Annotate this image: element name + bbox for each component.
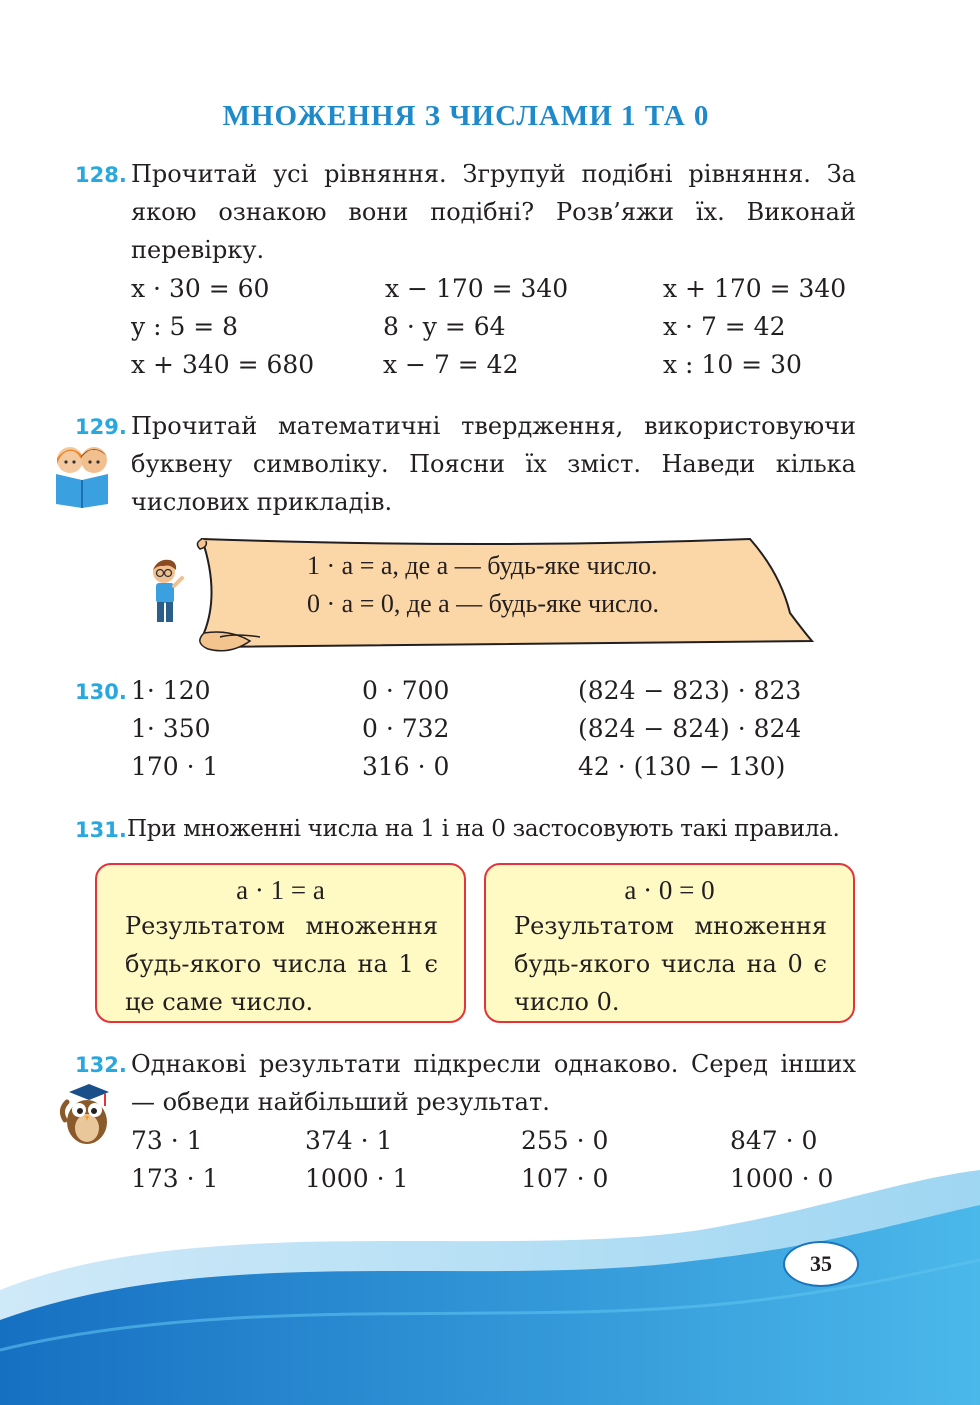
page-title: МНОЖЕННЯ З ЧИСЛАМИ 1 ТА 0 bbox=[222, 100, 710, 132]
equation: x · 7 = 42 bbox=[663, 312, 786, 341]
equation: x − 7 = 42 bbox=[383, 350, 519, 379]
equation: x · 30 = 60 bbox=[131, 274, 270, 303]
expression: 0 · 732 bbox=[362, 714, 450, 743]
kids-reading-icon bbox=[48, 440, 116, 508]
equation: 8 · y = 64 bbox=[383, 312, 506, 341]
rule-text: Результатом множення будь-якого числа на 1 є це саме число. bbox=[125, 912, 438, 1016]
expression: (824 − 823) · 823 bbox=[578, 676, 802, 705]
scroll-rule-1: 1 · a = a, де a — будь-яке число. bbox=[307, 551, 658, 580]
exercise-132-number: 132. bbox=[75, 1053, 127, 1077]
scroll-rule-2: 0 · a = 0, де a — будь-яке число. bbox=[307, 589, 660, 618]
expression: (824 − 824) · 824 bbox=[578, 714, 802, 743]
exercise-129-text: Прочитай математичні твердження, використовуючи буквену символіку. Поясни їх зміст. Наведи кілька числових прикладів. bbox=[131, 412, 856, 516]
expression: 1000 · 1 bbox=[305, 1164, 409, 1193]
rule-text: Результатом множення будь-якого числа на 0 є число 0. bbox=[514, 912, 827, 1016]
equation: x : 10 = 30 bbox=[663, 350, 802, 379]
expression: 170 · 1 bbox=[131, 752, 219, 781]
exercise-130-number: 130. bbox=[75, 680, 127, 704]
equation: x + 340 = 680 bbox=[131, 350, 315, 379]
rule-formula: a · 1 = a bbox=[236, 875, 325, 905]
expression: 107 · 0 bbox=[521, 1164, 609, 1193]
equation: x − 170 = 340 bbox=[385, 274, 569, 303]
exercise-131-text: При множенні числа на 1 і на 0 застосовують такі правила. bbox=[127, 816, 840, 842]
expression: 374 · 1 bbox=[305, 1126, 393, 1155]
rule-box-multiply-by-zero bbox=[484, 863, 855, 1023]
expression: 847 · 0 bbox=[730, 1126, 818, 1155]
expression: 255 · 0 bbox=[521, 1126, 609, 1155]
expression: 0 · 700 bbox=[362, 676, 450, 705]
owl-teacher-icon bbox=[55, 1080, 117, 1146]
expression: 42 · (130 − 130) bbox=[578, 752, 786, 781]
exercise-131-number: 131. bbox=[75, 818, 127, 842]
expression: 316 · 0 bbox=[362, 752, 450, 781]
rule-formula: a · 0 = 0 bbox=[624, 875, 715, 905]
equation: x + 170 = 340 bbox=[663, 274, 847, 303]
exercise-128-text: Прочитай усі рівняння. Згрупуй подібні рівняння. За якою ознакою вони подібні? Розв’яжи їх. Виконай перевірку. bbox=[131, 160, 856, 264]
expression: 73 · 1 bbox=[131, 1126, 203, 1155]
exercise-132-text: Однакові результати підкресли однаково. Серед інших — обведи найбільший результат. bbox=[131, 1050, 856, 1116]
exercise-129-number: 129. bbox=[75, 415, 127, 439]
expression: 1000 · 0 bbox=[730, 1164, 834, 1193]
page-number: 35 bbox=[783, 1241, 859, 1287]
rule-box-multiply-by-one bbox=[95, 863, 466, 1023]
exercise-128-number: 128. bbox=[75, 163, 127, 187]
boy-with-glasses-icon bbox=[144, 556, 188, 628]
expression: 173 · 1 bbox=[131, 1164, 219, 1193]
expression: 1· 120 bbox=[131, 676, 211, 705]
expression: 1· 350 bbox=[131, 714, 211, 743]
equation: y : 5 = 8 bbox=[131, 312, 239, 341]
